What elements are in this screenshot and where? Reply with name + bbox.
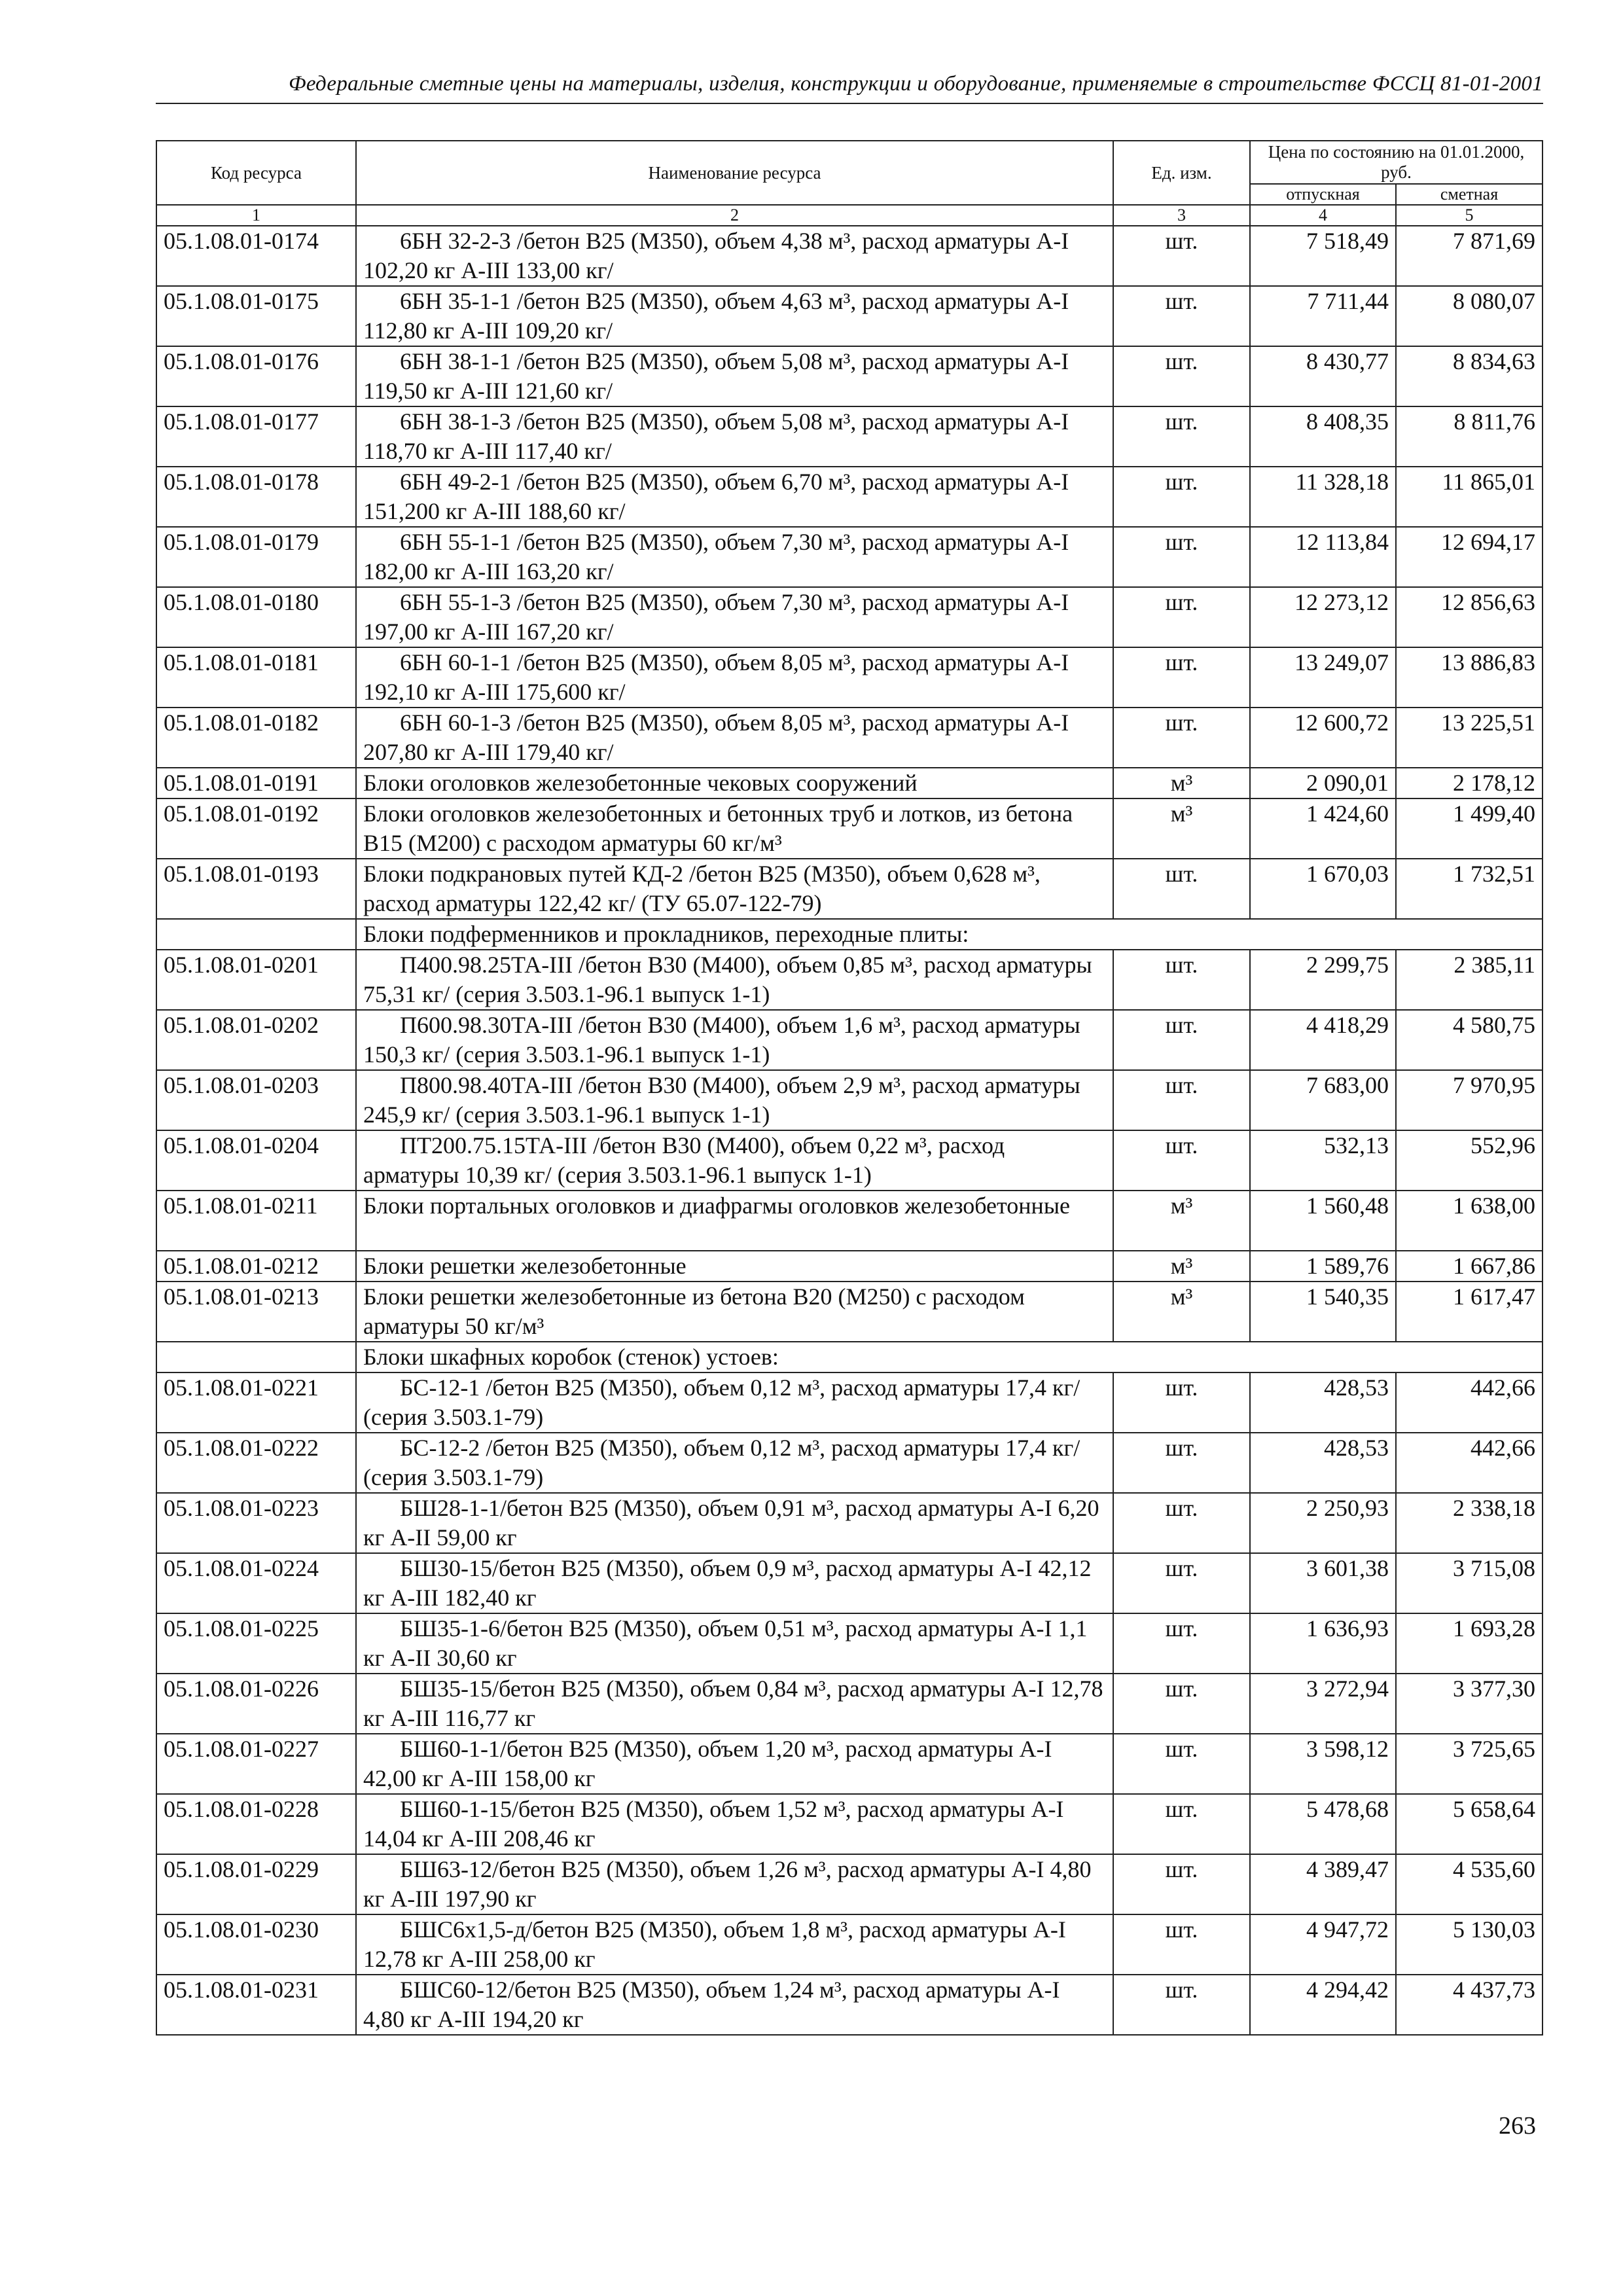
release-price: 2 090,01 <box>1250 768 1396 798</box>
estimate-price: 5 658,64 <box>1396 1794 1543 1854</box>
resource-code: 05.1.08.01-0180 <box>156 587 356 647</box>
release-price: 532,13 <box>1250 1130 1396 1191</box>
release-price: 428,53 <box>1250 1433 1396 1493</box>
release-price: 13 249,07 <box>1250 647 1396 708</box>
unit-of-measure: м³ <box>1113 1282 1250 1342</box>
table-row <box>156 798 1543 859</box>
unit-of-measure: шт. <box>1113 286 1250 346</box>
release-price: 4 389,47 <box>1250 1854 1396 1914</box>
unit-of-measure: шт. <box>1113 1070 1250 1130</box>
col-header-release: отпускная <box>1250 184 1396 205</box>
resource-name-text: Блоки решетки железобетонные <box>363 1253 687 1279</box>
unit-of-measure: шт. <box>1113 1493 1250 1553</box>
unit-of-measure: шт. <box>1113 527 1250 587</box>
resource-name-text: БС-12-2 /бетон В25 (М350), объем 0,12 м³, расход арматуры 17,4 кг/ (серия 3.503.1-79) <box>363 1435 1080 1490</box>
resource-code: 05.1.08.01-0181 <box>156 647 356 708</box>
resource-code: 05.1.08.01-0225 <box>156 1613 356 1674</box>
unit-of-measure: шт. <box>1113 708 1250 768</box>
unit-of-measure: м³ <box>1113 768 1250 798</box>
estimate-price: 3 715,08 <box>1396 1553 1543 1613</box>
table-row <box>156 527 1543 587</box>
resource-code: 05.1.08.01-0227 <box>156 1734 356 1794</box>
estimate-price: 1 667,86 <box>1396 1251 1543 1282</box>
release-price: 12 600,72 <box>1250 708 1396 768</box>
table-row <box>156 1854 1543 1914</box>
release-price: 4 418,29 <box>1250 1010 1396 1070</box>
col-header-code: Код ресурса <box>156 141 356 205</box>
resource-code: 05.1.08.01-0222 <box>156 1433 356 1493</box>
resource-name-text: 6БН 49-2-1 /бетон В25 (М350), объем 6,70 м³, расход арматуры А-I 151,200 кг А-III 188,60 кг/ <box>363 469 1069 524</box>
resource-code: 05.1.08.01-0202 <box>156 1010 356 1070</box>
resource-name-text: Блоки решетки железобетонные из бетона В20 (М250) с расходом арматуры 50 кг/м³ <box>363 1283 1025 1339</box>
resource-code: 05.1.08.01-0175 <box>156 286 356 346</box>
resource-name-text: ПТ200.75.15ТА-III /бетон В30 (М400), объем 0,22 м³, расход арматуры 10,39 кг/ (серия 3.503.1-96.1 выпуск 1-1) <box>363 1132 1005 1188</box>
release-price: 11 328,18 <box>1250 467 1396 527</box>
release-price: 8 430,77 <box>1250 346 1396 406</box>
resource-code: 05.1.08.01-0229 <box>156 1854 356 1914</box>
resource-name <box>356 1372 1113 1433</box>
resource-code: 05.1.08.01-0211 <box>156 1191 356 1251</box>
resource-name-text: П800.98.40ТА-III /бетон В30 (М400), объем 2,9 м³, расход арматуры 245,9 кг/ (серия 3.503.1-96.1 выпуск 1-1) <box>363 1072 1080 1128</box>
resource-name <box>356 1070 1113 1130</box>
estimate-price: 13 886,83 <box>1396 647 1543 708</box>
estimate-price: 1 693,28 <box>1396 1613 1543 1674</box>
estimate-price: 13 225,51 <box>1396 708 1543 768</box>
group-heading: Блоки подферменников и прокладников, переходные плиты: <box>356 919 1543 950</box>
resource-code: 05.1.08.01-0212 <box>156 1251 356 1282</box>
resource-name-text: 6БН 32-2-3 /бетон В25 (М350), объем 4,38 м³, расход арматуры А-I 102,20 кг А-III 133,00 кг/ <box>363 228 1069 283</box>
estimate-price: 7 871,69 <box>1396 226 1543 286</box>
estimate-price: 1 617,47 <box>1396 1282 1543 1342</box>
release-price: 7 711,44 <box>1250 286 1396 346</box>
resource-code: 05.1.08.01-0230 <box>156 1914 356 1975</box>
resource-code: 05.1.08.01-0193 <box>156 859 356 919</box>
table-row <box>156 1493 1543 1553</box>
resource-name <box>356 1130 1113 1191</box>
unit-of-measure: шт. <box>1113 647 1250 708</box>
resource-name-text: БШ60-1-1/бетон В25 (М350), объем 1,20 м³, расход арматуры А-I 42,00 кг А-III 158,00 кг <box>363 1736 1052 1791</box>
group-empty-code <box>156 1342 356 1372</box>
resource-name-text: БШ28-1-1/бетон В25 (М350), объем 0,91 м³, расход арматуры А-I 6,20 кг А-II 59,00 кг <box>363 1495 1099 1551</box>
resource-code: 05.1.08.01-0204 <box>156 1130 356 1191</box>
resource-name-text: Блоки оголовков железобетонные чековых сооружений <box>363 770 918 796</box>
resource-name <box>356 1251 1113 1282</box>
resource-name <box>356 768 1113 798</box>
release-price: 1 424,60 <box>1250 798 1396 859</box>
estimate-price: 3 725,65 <box>1396 1734 1543 1794</box>
table-row <box>156 1794 1543 1854</box>
table-row <box>156 587 1543 647</box>
table-row <box>156 768 1543 798</box>
table-row <box>156 1553 1543 1613</box>
table-row <box>156 1613 1543 1674</box>
resource-code: 05.1.08.01-0228 <box>156 1794 356 1854</box>
resource-name <box>356 1734 1113 1794</box>
resource-code: 05.1.08.01-0191 <box>156 768 356 798</box>
table-row <box>156 1130 1543 1191</box>
release-price: 2 299,75 <box>1250 950 1396 1010</box>
unit-of-measure: шт. <box>1113 1613 1250 1674</box>
resource-name <box>356 1010 1113 1070</box>
unit-of-measure: шт. <box>1113 346 1250 406</box>
column-number: 3 <box>1113 205 1250 226</box>
table-row <box>156 226 1543 286</box>
table-group-row <box>156 1342 1543 1372</box>
estimate-price: 2 385,11 <box>1396 950 1543 1010</box>
resource-code: 05.1.08.01-0201 <box>156 950 356 1010</box>
resource-name <box>356 1282 1113 1342</box>
table-row <box>156 286 1543 346</box>
table-row <box>156 1674 1543 1734</box>
table-row <box>156 406 1543 467</box>
resource-name <box>356 1191 1113 1251</box>
table-row <box>156 1433 1543 1493</box>
table-row <box>156 1372 1543 1433</box>
table-row <box>156 859 1543 919</box>
table-row <box>156 1282 1543 1342</box>
resource-code: 05.1.08.01-0223 <box>156 1493 356 1553</box>
estimate-price: 2 178,12 <box>1396 768 1543 798</box>
release-price: 12 113,84 <box>1250 527 1396 587</box>
estimate-price: 442,66 <box>1396 1372 1543 1433</box>
unit-of-measure: шт. <box>1113 950 1250 1010</box>
group-heading: Блоки шкафных коробок (стенок) устоев: <box>356 1342 1543 1372</box>
table-group-row <box>156 919 1543 950</box>
unit-of-measure: м³ <box>1113 798 1250 859</box>
unit-of-measure: м³ <box>1113 1191 1250 1251</box>
table-row <box>156 708 1543 768</box>
resource-name-text: Блоки портальных оголовков и диафрагмы оголовков железобетонные <box>363 1193 1070 1219</box>
unit-of-measure: шт. <box>1113 587 1250 647</box>
table-row <box>156 1734 1543 1794</box>
resource-name <box>356 798 1113 859</box>
resource-name <box>356 406 1113 467</box>
resource-name-text: 6БН 38-1-1 /бетон В25 (М350), объем 5,08 м³, расход арматуры А-I 119,50 кг А-III 121,60 кг/ <box>363 348 1069 404</box>
resource-code: 05.1.08.01-0231 <box>156 1975 356 2035</box>
release-price: 2 250,93 <box>1250 1493 1396 1553</box>
table-row <box>156 1191 1543 1251</box>
unit-of-measure: шт. <box>1113 1010 1250 1070</box>
price-table <box>156 140 1543 2036</box>
column-number: 2 <box>356 205 1113 226</box>
release-price: 8 408,35 <box>1250 406 1396 467</box>
table-row <box>156 1975 1543 2035</box>
estimate-price: 1 638,00 <box>1396 1191 1543 1251</box>
unit-of-measure: шт. <box>1113 1794 1250 1854</box>
resource-code: 05.1.08.01-0203 <box>156 1070 356 1130</box>
group-empty-code <box>156 919 356 950</box>
resource-name-text: БШ63-12/бетон В25 (М350), объем 1,26 м³, расход арматуры А-I 4,80 кг А-III 197,90 кг <box>363 1856 1092 1912</box>
estimate-price: 11 865,01 <box>1396 467 1543 527</box>
resource-name-text: 6БН 38-1-3 /бетон В25 (М350), объем 5,08 м³, расход арматуры А-I 118,70 кг А-III 117,40 кг/ <box>363 408 1069 464</box>
resource-name <box>356 708 1113 768</box>
estimate-price: 3 377,30 <box>1396 1674 1543 1734</box>
unit-of-measure: шт. <box>1113 1433 1250 1493</box>
release-price: 3 598,12 <box>1250 1734 1396 1794</box>
estimate-price: 8 080,07 <box>1396 286 1543 346</box>
resource-name <box>356 950 1113 1010</box>
resource-name-text: 6БН 60-1-1 /бетон В25 (М350), объем 8,05 м³, расход арматуры А-I 192,10 кг А-III 175,600 кг/ <box>363 649 1069 705</box>
unit-of-measure: м³ <box>1113 1251 1250 1282</box>
table-row <box>156 1251 1543 1282</box>
table-row <box>156 1010 1543 1070</box>
column-number: 4 <box>1250 205 1396 226</box>
table-row <box>156 1070 1543 1130</box>
estimate-price: 1 499,40 <box>1396 798 1543 859</box>
resource-name <box>356 527 1113 587</box>
resource-code: 05.1.08.01-0182 <box>156 708 356 768</box>
estimate-price: 4 437,73 <box>1396 1975 1543 2035</box>
resource-name <box>356 1794 1113 1854</box>
estimate-price: 4 535,60 <box>1396 1854 1543 1914</box>
release-price: 3 272,94 <box>1250 1674 1396 1734</box>
resource-name-text: 6БН 60-1-3 /бетон В25 (М350), объем 8,05 м³, расход арматуры А-I 207,80 кг А-III 179,40 кг/ <box>363 709 1069 765</box>
column-numbers-row <box>156 205 1543 226</box>
col-header-unit: Ед. изм. <box>1113 141 1250 205</box>
resource-name-text: П400.98.25ТА-III /бетон В30 (М400), объем 0,85 м³, расход арматуры 75,31 кг/ (серия 3.503.1-96.1 выпуск 1-1) <box>363 952 1092 1007</box>
resource-name-text: 6БН 55-1-3 /бетон В25 (М350), объем 7,30 м³, расход арматуры А-I 197,00 кг А-III 167,20 кг/ <box>363 589 1069 645</box>
release-price: 7 683,00 <box>1250 1070 1396 1130</box>
resource-name <box>356 1975 1113 2035</box>
release-price: 1 560,48 <box>1250 1191 1396 1251</box>
resource-name-text: П600.98.30ТА-III /бетон В30 (М400), объем 1,6 м³, расход арматуры 150,3 кг/ (серия 3.503.1-96.1 выпуск 1-1) <box>363 1012 1080 1067</box>
col-header-name: Наименование ресурса <box>356 141 1113 205</box>
resource-code: 05.1.08.01-0213 <box>156 1282 356 1342</box>
resource-name <box>356 1674 1113 1734</box>
resource-name-text: БШ60-1-15/бетон В25 (М350), объем 1,52 м³, расход арматуры А-I 14,04 кг А-III 208,46 кг <box>363 1796 1064 1852</box>
page-number: 263 <box>1499 2112 1536 2140</box>
resource-name <box>356 1553 1113 1613</box>
resource-name <box>356 346 1113 406</box>
table-row <box>156 1914 1543 1975</box>
resource-name <box>356 1493 1113 1553</box>
resource-code: 05.1.08.01-0226 <box>156 1674 356 1734</box>
unit-of-measure: шт. <box>1113 1914 1250 1975</box>
resource-name-text: 6БН 35-1-1 /бетон В25 (М350), объем 4,63 м³, расход арматуры А-I 112,80 кг А-III 109,20 кг/ <box>363 288 1069 344</box>
unit-of-measure: шт. <box>1113 1674 1250 1734</box>
estimate-price: 2 338,18 <box>1396 1493 1543 1553</box>
resource-name-text: Блоки подкрановых путей КД-2 /бетон В25 (М350), объем 0,628 м³, расход арматуры 122,42 кг/ (ТУ 65.07-122-79) <box>363 861 1041 916</box>
unit-of-measure: шт. <box>1113 226 1250 286</box>
estimate-price: 4 580,75 <box>1396 1010 1543 1070</box>
release-price: 1 589,76 <box>1250 1251 1396 1282</box>
resource-code: 05.1.08.01-0177 <box>156 406 356 467</box>
release-price: 3 601,38 <box>1250 1553 1396 1613</box>
resource-name <box>356 286 1113 346</box>
release-price: 1 636,93 <box>1250 1613 1396 1674</box>
estimate-price: 12 856,63 <box>1396 587 1543 647</box>
resource-code: 05.1.08.01-0174 <box>156 226 356 286</box>
resource-name <box>356 587 1113 647</box>
resource-name-text: БШС6х1,5-д/бетон В25 (М350), объем 1,8 м³, расход арматуры А-I 12,78 кг А-III 258,00 кг <box>363 1916 1066 1972</box>
estimate-price: 552,96 <box>1396 1130 1543 1191</box>
resource-name <box>356 1854 1113 1914</box>
unit-of-measure: шт. <box>1113 1854 1250 1914</box>
unit-of-measure: шт. <box>1113 1130 1250 1191</box>
estimate-price: 1 732,51 <box>1396 859 1543 919</box>
unit-of-measure: шт. <box>1113 467 1250 527</box>
unit-of-measure: шт. <box>1113 1734 1250 1794</box>
table-row <box>156 647 1543 708</box>
resource-code: 05.1.08.01-0176 <box>156 346 356 406</box>
release-price: 5 478,68 <box>1250 1794 1396 1854</box>
estimate-price: 442,66 <box>1396 1433 1543 1493</box>
release-price: 12 273,12 <box>1250 587 1396 647</box>
resource-name-text: БС-12-1 /бетон В25 (М350), объем 0,12 м³, расход арматуры 17,4 кг/ (серия 3.503.1-79) <box>363 1374 1080 1430</box>
release-price: 4 294,42 <box>1250 1975 1396 2035</box>
resource-name-text: БШ35-1-6/бетон В25 (М350), объем 0,51 м³, расход арматуры А-I 1,1 кг А-II 30,60 кг <box>363 1615 1088 1671</box>
column-number: 1 <box>156 205 356 226</box>
release-price: 428,53 <box>1250 1372 1396 1433</box>
table-row <box>156 950 1543 1010</box>
estimate-price: 7 970,95 <box>1396 1070 1543 1130</box>
resource-code: 05.1.08.01-0192 <box>156 798 356 859</box>
unit-of-measure: шт. <box>1113 859 1250 919</box>
estimate-price: 8 834,63 <box>1396 346 1543 406</box>
estimate-price: 5 130,03 <box>1396 1914 1543 1975</box>
unit-of-measure: шт. <box>1113 1372 1250 1433</box>
table-body <box>156 226 1543 2035</box>
resource-code: 05.1.08.01-0178 <box>156 467 356 527</box>
col-header-estimate: сметная <box>1396 184 1543 205</box>
resource-name-text: Блоки оголовков железобетонных и бетонных труб и лотков, из бетона В15 (М200) с расходом арматуры 60 кг/м³ <box>363 800 1073 856</box>
resource-name-text: БШС60-12/бетон В25 (М350), объем 1,24 м³, расход арматуры А-I 4,80 кг А-III 194,20 кг <box>363 1977 1060 2032</box>
resource-code: 05.1.08.01-0224 <box>156 1553 356 1613</box>
resource-name <box>356 467 1113 527</box>
col-header-price-group: Цена по состоянию на 01.01.2000, руб. <box>1250 141 1543 184</box>
resource-name-text: 6БН 55-1-1 /бетон В25 (М350), объем 7,30 м³, расход арматуры А-I 182,00 кг А-III 163,20 кг/ <box>363 529 1069 584</box>
unit-of-measure: шт. <box>1113 1553 1250 1613</box>
unit-of-measure: шт. <box>1113 406 1250 467</box>
resource-name <box>356 226 1113 286</box>
resource-name <box>356 647 1113 708</box>
estimate-price: 8 811,76 <box>1396 406 1543 467</box>
running-header: Федеральные сметные цены на материалы, изделия, конструкции и оборудование, применяемые в строительстве ФССЦ 81-01-2001 <box>156 72 1543 104</box>
resource-name-text: БШ30-15/бетон В25 (М350), объем 0,9 м³, расход арматуры А-I 42,12 кг А-III 182,40 кг <box>363 1555 1092 1611</box>
estimate-price: 12 694,17 <box>1396 527 1543 587</box>
unit-of-measure: шт. <box>1113 1975 1250 2035</box>
release-price: 7 518,49 <box>1250 226 1396 286</box>
resource-code: 05.1.08.01-0221 <box>156 1372 356 1433</box>
resource-name <box>356 1433 1113 1493</box>
resource-name-text: БШ35-15/бетон В25 (М350), объем 0,84 м³, расход арматуры А-I 12,78 кг А-III 116,77 кг <box>363 1676 1103 1731</box>
table-row <box>156 467 1543 527</box>
release-price: 1 670,03 <box>1250 859 1396 919</box>
release-price: 1 540,35 <box>1250 1282 1396 1342</box>
column-number: 5 <box>1396 205 1543 226</box>
table-row <box>156 346 1543 406</box>
release-price: 4 947,72 <box>1250 1914 1396 1975</box>
resource-code: 05.1.08.01-0179 <box>156 527 356 587</box>
resource-name <box>356 1914 1113 1975</box>
resource-name <box>356 859 1113 919</box>
resource-name <box>356 1613 1113 1674</box>
